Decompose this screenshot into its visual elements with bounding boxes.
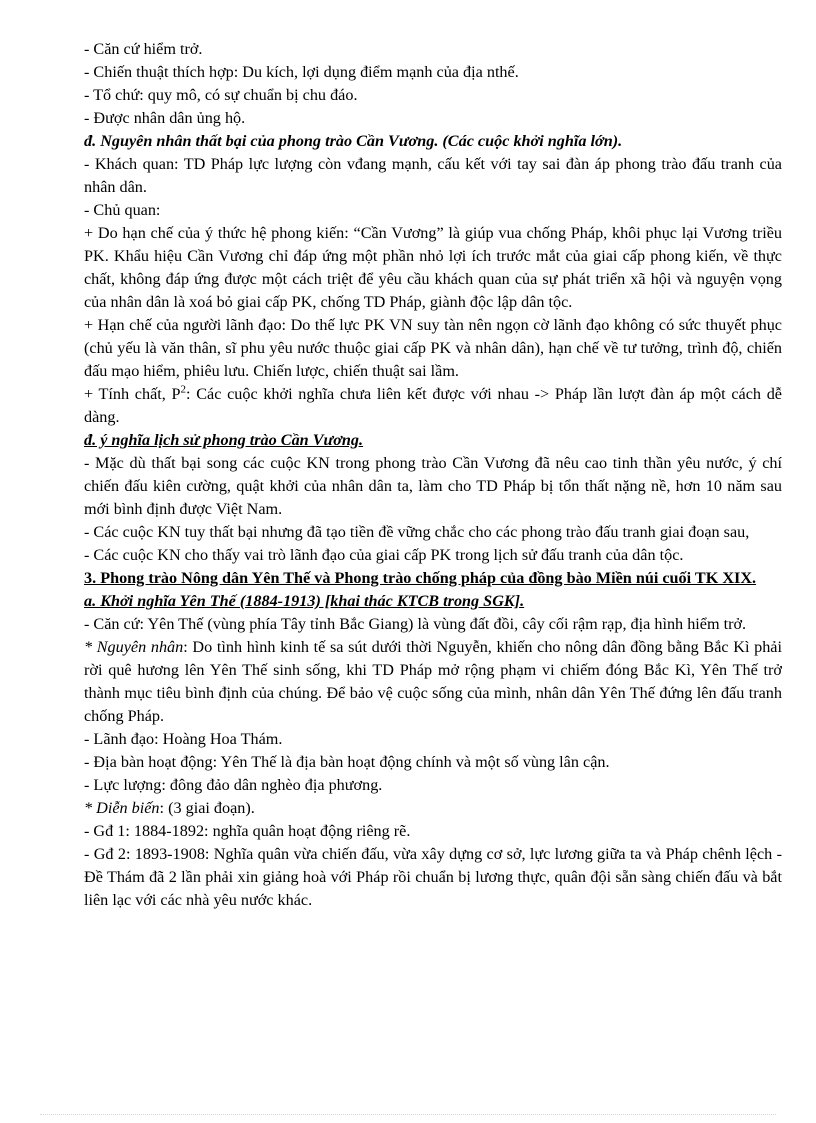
- paragraph: - Khách quan: TD Pháp lực lượng còn vđang mạnh, cấu kết với tay sai đàn áp phong trào đấu tranh của nhân dân.: [84, 155, 782, 196]
- section-heading-3: 3. Phong trào Nông dân Yên Thế và Phong trào chống pháp của đồng bào Miền núi cuối TK XIX.: [84, 569, 757, 587]
- paragraph-labelled: [84, 797, 782, 820]
- paragraph: + Do hạn chế của ý thức hệ phong kiến: “Cần Vương” là giúp vua chống Pháp, khôi phục lại Vương triều PK. Khẩu hiệu Cần Vương chỉ đáp ứng một phần nhỏ lợi ích trước mắt của giai cấp phong kiến, về thực chất, không đáp ứng được một cách triệt để yêu cầu khách quan của sự phát triển xã hội và nguyện vọng của nhân dân là xoá bỏ giai cấp PK, chống TD Pháp, giành độc lập dân tộc.: [84, 224, 782, 311]
- document-page: [84, 38, 782, 912]
- paragraph: - Mặc dù thất bại song các cuộc KN trong phong trào Cần Vương đã nêu cao tinh thần yêu nước, ý chí chiến đấu kiên cường, quật khởi của nhân dân ta, làm cho TD Pháp bị tổn thất nặng nề, hơn 10 năm sau mới bình định được Việt Nam.: [84, 454, 782, 518]
- text-run: : Do tình hình kinh tế sa sút dưới thời Nguyễn, khiến cho nông dân đồng bằng Bắc Kì phải rời quê hương lên Yên Thế sinh sống, khi TD Pháp mở rộng phạm vi chiếm đóng Bắc Kì, Yên Thế trở thành mục tiêu bình định của chúng. Để bảo vệ cuộc sống của mình, nhân dân Yên Thế đứng lên đấu tranh chống Pháp.: [84, 638, 782, 725]
- page-bottom-divider: [40, 1114, 776, 1115]
- italic-label: * Nguyên nhân: [84, 638, 184, 656]
- paragraph-labelled: [84, 636, 782, 728]
- bullet-line: - Địa bàn hoạt động: Yên Thế là địa bàn hoạt động chính và một số vùng lân cận.: [84, 753, 610, 771]
- text-run: : (3 giai đoạn).: [159, 799, 255, 817]
- bullet-line: - Gđ 1: 1884-1892: nghĩa quân hoạt động riêng rẽ.: [84, 822, 411, 840]
- superscript: 2: [180, 383, 187, 396]
- bullet-line: - Lãnh đạo: Hoàng Hoa Thám.: [84, 730, 283, 748]
- paragraph: - Căn cứ: Yên Thế (vùng phía Tây tỉnh Bắc Giang) là vùng đất đồi, cây cối rậm rạp, địa hình hiểm trở.: [84, 615, 747, 633]
- paragraph: - Gđ 2: 1893-1908: Nghĩa quân vừa chiến đấu, vừa xây dựng cơ sở, lực lương giữa ta và Pháp chênh lệch - Đề Thám đã 2 lần phải xin giảng hoà với Pháp rồi chuẩn bị lương thực, quân đội sẵn sàng chiến đấu và bắt liên lạc với các nhà yêu nước khác.: [84, 845, 782, 909]
- paragraph: - Các cuộc KN cho thấy vai trò lãnh đạo của giai cấp PK trong lịch sử đấu tranh của dân tộc.: [84, 546, 684, 564]
- paragraph: + Hạn chế của người lãnh đạo: Do thế lực PK VN suy tàn nên ngọn cờ lãnh đạo không có sức thuyết phục (chủ yếu là văn thân, sĩ phu yêu nước thuộc giai cấp PK và nhân dân), hạn chế về tư tưởng, trình độ, chiến đấu mạo hiểm, phiêu lưu. Chiến lược, chiến thuật sai lầm.: [84, 316, 782, 380]
- text-run: + Tính chất, P: [84, 385, 181, 403]
- text-run: : Các cuộc khởi nghĩa chưa liên kết được với nhau -> Pháp lần lượt đàn áp một cách dễ dàng.: [84, 385, 782, 426]
- bullet-line: - Lực lượng: đông đảo dân nghèo địa phương.: [84, 776, 383, 794]
- bullet-line: - Căn cứ hiểm trở.: [84, 40, 203, 58]
- bullet-line: - Tổ chứ: quy mô, có sự chuẩn bị chu đáo.: [84, 86, 358, 104]
- section-heading-causes: đ. Nguyên nhân thất bại của phong trào Cần Vương. (Các cuộc khởi nghĩa lớn).: [84, 132, 623, 150]
- bullet-line: - Chiến thuật thích hợp: Du kích, lợi dụng điểm mạnh của địa nthế.: [84, 63, 519, 81]
- paragraph: - Các cuộc KN tuy thất bại nhưng đã tạo tiền đề vững chắc cho các phong trào đấu tranh giai đoạn sau,: [84, 523, 750, 541]
- section-heading-yen-the: a. Khởi nghĩa Yên Thế (1884-1913) [khai thác KTCB trong SGK].: [84, 592, 525, 610]
- italic-label: * Diễn biến: [84, 799, 160, 817]
- bullet-line: - Được nhân dân ủng hộ.: [84, 109, 246, 127]
- paragraph: - Chủ quan:: [84, 201, 161, 219]
- section-heading-significance: đ. ý nghĩa lịch sử phong trào Cần Vương.: [84, 431, 364, 449]
- paragraph-with-superscript: [84, 383, 782, 429]
